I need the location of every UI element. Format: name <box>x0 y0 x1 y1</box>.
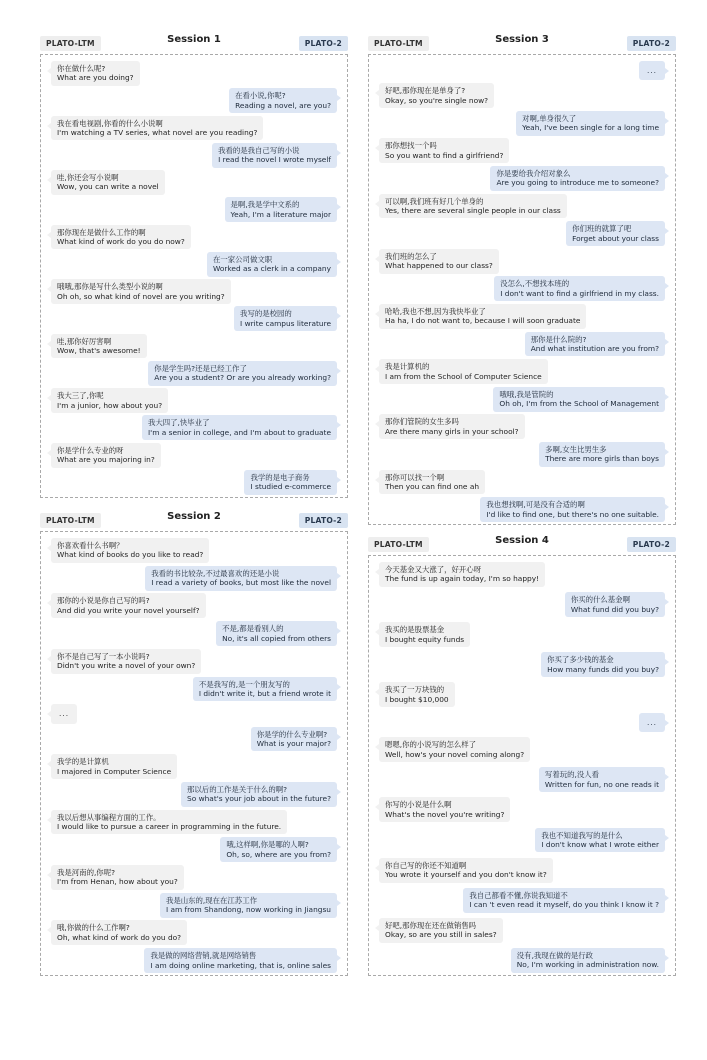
plato-ltm-message-bubble <box>379 414 525 439</box>
plato-ltm-message-bubble <box>379 359 548 384</box>
message-chinese-text: 那以后的工作是关于什么的啊? <box>187 784 288 794</box>
plato-ltm-message-bubble <box>51 754 177 779</box>
message-chinese-text: 多啊,女生比男生多 <box>545 444 607 454</box>
message-english-text: Oh oh, so what kind of novel are you writing? <box>57 291 225 301</box>
message-english-text: I bought $10,000 <box>385 694 449 704</box>
message-chinese-text: 我看的是我自己写的小说 <box>218 145 300 155</box>
message-english-text: How many funds did you buy? <box>547 664 659 674</box>
message-chinese-text: 我是山东的,现在在江苏工作 <box>165 895 257 905</box>
plato-ltm-message-bubble <box>379 858 553 883</box>
message-chinese-text: 可以啊,我们班有好几个单身的 <box>385 196 484 206</box>
plato-2-message-bubble <box>566 221 665 246</box>
message-chinese-text: 我买的是股票基金 <box>385 625 445 635</box>
session-3-panel <box>368 32 676 525</box>
session-title: Session 2 <box>167 511 221 522</box>
message-chinese-text: 你是学什么专业的呀 <box>57 445 124 455</box>
message-english-text: I didn't write it, but a friend wrote it <box>198 688 331 698</box>
message-english-text: I'd like to find one, but there's no one suitable. <box>486 509 659 519</box>
plato-ltm-message-bubble <box>379 682 455 707</box>
plato-ltm-message-bubble <box>379 622 470 647</box>
message-english-text: Ha ha, I do not want to, because I will soon graduate <box>385 316 581 326</box>
message-english-text: I'm a senior in college, and I'm about to graduate <box>147 427 331 437</box>
session-1-panel <box>40 32 348 498</box>
message-english-text: I can 't even read it myself, do you think I know it ? <box>469 900 659 910</box>
message-chinese-text: 写着玩的,没人看 <box>544 770 600 780</box>
message-english-text: Okay, so you're single now? <box>385 95 489 105</box>
plato-ltm-message-bubble <box>51 170 165 195</box>
plato-ltm-message-bubble <box>51 538 209 563</box>
message-chinese-text: 我学的是计算机 <box>57 757 109 767</box>
message-english-text: No, it's all copied from others <box>222 633 331 643</box>
plato-2-message-bubble <box>539 442 665 467</box>
message-chinese-text: 你们班的就算了吧 <box>572 224 632 234</box>
plato-ltm-message-bubble <box>51 388 168 413</box>
plato-ltm-message-bubble <box>379 194 567 219</box>
message-english-text: I'm watching a TV series, what novel are you reading? <box>57 127 258 137</box>
message-english-text: I don't know what I wrote either <box>541 839 659 849</box>
plato-2-message-bubble <box>244 470 337 495</box>
message-english-text: Wow, you can write a novel <box>57 182 159 192</box>
session-header <box>368 533 676 555</box>
session-4-panel <box>368 533 676 976</box>
session-2-panel <box>40 509 348 976</box>
message-chinese-text: 没有,我现在做的是行政 <box>516 951 594 961</box>
plato-2-message-bubble <box>535 828 665 853</box>
message-list <box>379 61 665 522</box>
message-chinese-text: 你不是自己写了一本小说吗? <box>57 651 150 661</box>
plato-ltm-message-bubble <box>51 443 161 468</box>
speaker-tag-plato-2: PLATO-2 <box>627 537 676 552</box>
message-chinese-text: 哦哦,我是管院的 <box>499 389 554 399</box>
message-chinese-text: 你喜欢看什么书啊？ <box>57 541 124 550</box>
plato-2-message-bubble <box>494 276 665 301</box>
message-chinese-text: 我看的书比较杂,不过最喜欢的还是小说 <box>151 568 280 578</box>
message-chinese-text: 不是,都是看别人的 <box>222 624 284 634</box>
message-chinese-text: 你买了多少钱的基金 <box>547 655 614 665</box>
message-chinese-text: 你在做什么呢? <box>57 64 106 73</box>
message-english-text: I'm a junior, how about you? <box>57 400 163 410</box>
message-english-text: And did you write your novel yourself? <box>57 605 200 615</box>
message-chinese-text: 你是要给我介绍对象么 <box>496 168 571 178</box>
message-english-text: And what institution are you from? <box>530 343 659 353</box>
message-chinese-text: 我是计算机的 <box>385 362 430 372</box>
plato-2-message-bubble <box>511 948 665 973</box>
plato-ltm-message-bubble <box>51 593 206 618</box>
message-chinese-text: 你写的小说是什么啊 <box>385 800 452 810</box>
message-english-text: You wrote it yourself and you don't know it? <box>385 870 547 880</box>
ellipsis-bubble: ... <box>639 713 665 732</box>
plato-2-message-bubble <box>493 387 665 412</box>
message-chinese-text: 那你是什么院的? <box>530 334 587 344</box>
plato-2-message-bubble <box>541 652 665 677</box>
dialogue-box <box>40 54 348 498</box>
message-chinese-text: 哦,你做的什么工作啊? <box>57 923 130 933</box>
plato-ltm-message-bubble <box>379 797 510 822</box>
message-english-text: Worked as a clerk in a company <box>212 264 331 274</box>
message-english-text: Then you can find one ah <box>385 481 480 491</box>
message-list <box>379 562 665 973</box>
message-chinese-text: 我是做的网络营销,就是网络销售 <box>150 951 257 961</box>
message-english-text: I bought equity funds <box>385 634 465 644</box>
ellipsis-bubble: ... <box>51 704 77 723</box>
dialogue-box <box>368 54 676 525</box>
message-chinese-text: 没怎么,不想找本班的 <box>500 279 570 289</box>
plato-2-message-bubble <box>220 837 337 862</box>
message-english-text: I would like to pursue a career in programming in the future. <box>57 822 282 832</box>
plato-ltm-message-bubble <box>51 334 147 359</box>
message-chinese-text: 你是学的什么专业啊? <box>256 729 328 739</box>
message-chinese-text: 不是我写的,是一个朋友写的 <box>198 679 290 689</box>
plato-ltm-message-bubble <box>379 249 499 274</box>
plato-2-message-bubble <box>160 893 337 918</box>
message-english-text: I don't want to find a girlfriend in my class. <box>500 288 659 298</box>
plato-2-message-bubble <box>234 306 337 331</box>
message-english-text: What kind of books do you like to read? <box>57 550 204 560</box>
session-header <box>40 509 348 531</box>
message-chinese-text: 我买了一万块钱的 <box>385 685 445 695</box>
message-chinese-text: 我们班的怎么了 <box>385 251 437 261</box>
speaker-tag-plato-2: PLATO-2 <box>299 513 348 528</box>
session-header <box>40 32 348 54</box>
plato-ltm-message-bubble <box>51 61 140 86</box>
plato-2-message-bubble <box>142 415 337 440</box>
message-english-text: What's the novel you're writing? <box>385 809 505 819</box>
message-english-text: Forget about your class <box>572 233 659 243</box>
message-chinese-text: 哦哦,那你是写什么类型小说的啊 <box>57 282 163 292</box>
session-title: Session 1 <box>167 34 221 45</box>
speaker-tag-plato-ltm: PLATO-LTM <box>40 513 101 528</box>
message-english-text: What are you doing? <box>57 73 134 83</box>
speaker-tag-plato-ltm: PLATO-LTM <box>40 36 101 51</box>
message-english-text: Written for fun, no one reads it <box>544 779 659 789</box>
speaker-tag-plato-2: PLATO-2 <box>627 36 676 51</box>
message-english-text: The fund is up again today, I'm so happy! <box>385 574 540 584</box>
speaker-tag-plato-ltm: PLATO-LTM <box>368 537 429 552</box>
plato-ltm-message-bubble <box>51 865 184 890</box>
plato-2-message-bubble <box>565 592 665 617</box>
message-chinese-text: 我大三了,你呢 <box>57 391 104 401</box>
message-chinese-text: 那你想找一个吗 <box>385 141 437 151</box>
message-english-text: What fund did you buy? <box>570 604 659 614</box>
message-chinese-text: 那你现在是做什么工作的啊 <box>57 227 146 237</box>
message-chinese-text: 我自己都看不懂,你说我知道不 <box>469 890 568 900</box>
session-title: Session 3 <box>495 34 549 45</box>
plato-ltm-message-bubble <box>379 304 586 329</box>
plato-ltm-message-bubble <box>379 562 545 587</box>
message-english-text: So what's your job about in the future? <box>187 794 331 804</box>
message-chinese-text: 哇,那你好厉害啊 <box>57 336 112 346</box>
message-list <box>51 538 337 973</box>
message-english-text: Okay, so are you still in sales? <box>385 930 497 940</box>
plato-2-message-bubble <box>463 888 665 913</box>
session-title: Session 4 <box>495 535 549 546</box>
message-english-text: Reading a novel, are you? <box>235 100 331 110</box>
message-english-text: Wow, that's awesome! <box>57 346 141 356</box>
message-chinese-text: 今天基金又大涨了，好开心呀 <box>385 565 482 574</box>
message-english-text: I studied e-commerce <box>250 482 331 492</box>
message-chinese-text: 我写的是校园的 <box>240 309 292 319</box>
message-english-text: I read a variety of books, but most like the novel <box>151 578 331 588</box>
plato-ltm-message-bubble <box>379 83 494 108</box>
message-english-text: What are you majoring in? <box>57 455 155 465</box>
message-chinese-text: 嗯嗯,你的小说写的怎么样了 <box>385 740 477 750</box>
plato-2-message-bubble <box>181 782 337 807</box>
plato-ltm-message-bubble <box>51 116 263 141</box>
message-english-text: Yes, there are several single people in our class <box>385 205 561 215</box>
message-chinese-text: 哇,你还会写小说啊 <box>57 173 119 183</box>
message-chinese-text: 对啊,单身很久了 <box>522 113 577 123</box>
session-header <box>368 32 676 54</box>
message-chinese-text: 我在看电视剧,你看的什么小说啊 <box>57 118 163 128</box>
plato-ltm-message-bubble <box>51 649 201 674</box>
message-english-text: There are more girls than boys <box>545 454 659 464</box>
plato-2-message-bubble <box>539 767 665 792</box>
message-chinese-text: 我也想找啊,可是没有合适的啊 <box>486 500 585 510</box>
message-english-text: I'm from Henan, how about you? <box>57 877 178 887</box>
plato-ltm-message-bubble <box>51 810 287 835</box>
plato-2-message-bubble <box>144 948 337 973</box>
message-english-text: What kind of work do you do now? <box>57 237 185 246</box>
message-chinese-text: 哦,这样啊,你是哪的人啊? <box>226 840 309 850</box>
ellipsis-bubble: ... <box>639 61 665 80</box>
plato-2-message-bubble <box>525 332 665 357</box>
message-english-text: Yeah, I've been single for a long time <box>522 123 659 133</box>
plato-2-message-bubble <box>516 111 665 136</box>
message-chinese-text: 好吧,那你现在还在做销售吗 <box>385 920 477 930</box>
message-chinese-text: 那你可以找一个啊 <box>385 472 445 482</box>
plato-ltm-message-bubble <box>379 737 530 762</box>
message-chinese-text: 我学的是电子商务 <box>250 472 310 482</box>
message-english-text: Oh, what kind of work do you do? <box>57 932 182 942</box>
plato-2-message-bubble <box>480 497 665 522</box>
message-english-text: No, I'm working in administration now. <box>516 960 659 970</box>
message-chinese-text: 是啊,我是学中文系的 <box>230 200 300 210</box>
message-english-text: I majored in Computer Science <box>57 766 172 776</box>
message-english-text: What is your major? <box>256 738 331 748</box>
plato-ltm-message-bubble <box>51 920 187 945</box>
message-english-text: I am from the School of Computer Science <box>385 371 542 381</box>
message-chinese-text: 在一家公司做文职 <box>212 254 273 264</box>
message-list <box>51 61 337 495</box>
message-chinese-text: 那你们管院的女生多吗 <box>385 417 459 427</box>
plato-2-message-bubble <box>212 143 337 168</box>
message-english-text: I write campus literature <box>240 318 331 328</box>
plato-ltm-message-bubble <box>379 138 509 163</box>
dialogue-box <box>40 531 348 976</box>
message-chinese-text: 我是河南的,你呢? <box>57 868 116 878</box>
plato-ltm-message-bubble <box>379 918 503 943</box>
message-english-text: Didn't you write a novel of your own? <box>57 661 196 671</box>
message-english-text: Oh oh, I'm from the School of Management <box>499 399 659 409</box>
message-english-text: I read the novel I wrote myself <box>218 155 331 165</box>
plato-2-message-bubble <box>193 677 337 702</box>
message-english-text: Are you going to introduce me to someone? <box>496 178 659 188</box>
message-chinese-text: 我以后想从事编程方面的工作。 <box>57 812 161 822</box>
message-chinese-text: 那你的小说是你自己写的吗? <box>57 596 150 606</box>
dialogue-box <box>368 555 676 976</box>
message-english-text: Are you a student? Or are you already working? <box>154 373 331 383</box>
message-chinese-text: 哈哈,我也不想,因为我快毕业了 <box>385 306 486 316</box>
plato-ltm-message-bubble <box>51 225 191 250</box>
plato-ltm-message-bubble <box>379 470 485 495</box>
message-chinese-text: 好吧,那你现在是单身了? <box>385 86 466 96</box>
plato-2-message-bubble <box>216 621 337 646</box>
message-english-text: I am from Shandong, now working in Jiangsu <box>165 905 331 915</box>
message-chinese-text: 你是学生吗?还是已经工作了 <box>154 363 247 373</box>
plato-2-message-bubble <box>148 361 337 386</box>
message-chinese-text: 我也不知道我写的是什么 <box>541 830 623 840</box>
plato-2-message-bubble <box>251 727 337 752</box>
plato-2-message-bubble <box>225 197 337 222</box>
plato-2-message-bubble <box>229 88 337 113</box>
message-english-text: Oh, so, where are you from? <box>226 849 331 859</box>
message-chinese-text: 在看小说,你呢? <box>235 91 286 101</box>
plato-ltm-message-bubble <box>51 279 231 304</box>
speaker-tag-plato-2: PLATO-2 <box>299 36 348 51</box>
message-english-text: Well, how's your novel coming along? <box>385 749 525 759</box>
message-english-text: Are there many girls in your school? <box>385 426 519 436</box>
message-english-text: I am doing online marketing, that is, online sales <box>150 960 331 970</box>
message-chinese-text: 你买的什么基金啊 <box>570 595 630 605</box>
message-english-text: Yeah, I'm a literature major <box>230 209 331 219</box>
message-english-text: What happened to our class? <box>385 261 493 271</box>
plato-2-message-bubble <box>490 166 665 191</box>
message-chinese-text: 我大四了,快毕业了 <box>147 418 210 428</box>
plato-2-message-bubble <box>207 252 337 277</box>
speaker-tag-plato-ltm: PLATO-LTM <box>368 36 429 51</box>
message-chinese-text: 你自己写的你还不知道啊 <box>385 860 467 870</box>
message-english-text: So you want to find a girlfriend? <box>385 150 504 160</box>
plato-2-message-bubble <box>145 566 337 591</box>
